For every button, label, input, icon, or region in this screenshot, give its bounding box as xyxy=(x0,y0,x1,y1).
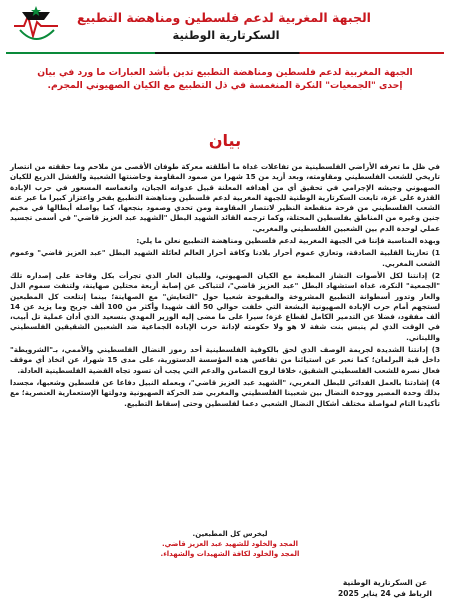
paragraph-point-3: 3) إدانتنا الشديدة لجريمة الوصف الذي لحق بالكوفية الفلسطينية أحد رموز النضال الفلسطيني والأممي، بـ"الشرويطة" داخل قبة البرلمان؛ كما نعبر عن استيائنا من تقاعس هذه المؤسسة الدستورية، على مدى 15 شهرا، عن اتخاذ أي موقف فعال نصرة للشعب الفلسطيني الشقيق، خلافا لروح التضامن والدعم التي يجب أن تسود تجاه القضية الفلسطينية العادلة. xyxy=(10,345,440,375)
paragraph-intro: في ظل ما تعرفه الأراضي الفلسطينية من تفاعلات غداة ما أطلقته معركة طوفان الأقصى من ملاحم وما حققته من انتصار تاريخي للشعب الفلسطيني ومقاومته، وبعد أزيد من 15 شهرا من صمود المقاومة وحاضنتها الشعبية والفشل الذريع للكيان الصهيوني وجيشه الإجرامي في تحقيق أي من أهدافه المعلنة قبيل عدوانه الجبان، وانغماسه المسعور في حرب الإبادة القذرة على غزة، تابعت السكرتارية الوطنية للجبهة المغربية لدعم فلسطين ومناهضة التطبيع بفخر واعتزاز كبيرا ما عبر عنه الشعب الفلسطيني من فرحة منقطعة النظير لانتصار المقاومة ومن تحدي وصمود بنجعها، كما يواصله أبطالها في مخيم جنين وغيره من المناطق بفلسطين المحتلة، وكما ترجمه القائد الشهيد البطل "الشهيد عبد العزيز قاضي" في أسمى تجسيد عملي لوحدة الدم بين الشعبين الفلسطيني والمغربي. xyxy=(9,162,441,233)
header-divider xyxy=(6,52,444,54)
paragraph-announcement: وبهذه المناسبة فإننا في الجبهة المغربية لدعم فلسطين ومناهضة التطبيع نعلن ما يلي: xyxy=(136,236,440,246)
paragraph-point-1: 1) تعازينا القلبية الصادقة، وتعازي عموم أحرار بلادنا وكافة أحرار العالم لعائلة الشهيد البطل "عبد العزيز قاضي" وعموم الشعب المغربي. xyxy=(10,248,440,268)
paragraph-point-4: 4) إشادتنا بالعمل الفدائي للبطل المغربي، "الشهيد عبد العزيز قاضي"، وبعمله النبيل دفاعا عن فلسطين وشعبها، مجسدا بذلك وحدة المصير ووحدة النضال بين شعبينا الفلسطيني والمغربي ضد الحركة الصهيونية ودولتها الإستعمارية العنصرية؛ مع تأكيدنا التام لمواصلة مختلف أشكال النضال الشعبي دعما لفلسطين وحتى إسقاط التطبيع. xyxy=(10,377,440,408)
signature-date: الرباط في 24 يناير 2025 xyxy=(338,589,432,598)
slogan-line: المجد والخلود للشهيد عبد العزيز قاضي. xyxy=(161,540,299,548)
closing-slogans xyxy=(150,529,310,559)
organization-logo xyxy=(10,4,62,50)
signature-block xyxy=(330,577,440,599)
signature-issuer: عن السكرتارية الوطنية xyxy=(342,578,428,587)
headline-line: إحدى "الجمعيات" النكرة المنغمسة في ذل التطبيع مع الكيان الصهيوني المجرم. xyxy=(47,80,403,91)
statement-body xyxy=(10,162,440,411)
secretariat-label: السكرتارية الوطنية xyxy=(172,28,280,42)
headline xyxy=(12,66,438,92)
paragraph-point-2: 2) إدانتنا لكل الأصوات النشاز المطبعة مع الكيان الصهيوني، وللبيان العار الذي تجرأت بكل وقاحة على إصداره تلك "الجمعية" النكرة، غداة استشهاد البطل "عبد العزيز قاضي"، لتتباكى عن إصابة أربعة محتلين صهاينة، ولتنفث سموم الذل والعار وتدور أسطوانة التطبيع المشروخة والمقبوحة شعبيا حول "التعايش" مع الصهاينة؛ بينما إنتلعت كل المطبعين لستجهم أمام حرب الإبادة الصهيونية البشعة التي خلفت حوالي 50 ألف شهيدا وأكثر من 100 ألف جريح وما يزيد عن 14 ألف مفقود، فضلا عن التدمير الكامل لقطاع غزة؛ سيرا على ما مضى إليه الوزير المهدي بنسعيد الذي أدان عملية تل أبيب، في الوقت الذي لم ينبس بنت شفة لا هو ولا حكومته لإدانة حرب الإبادة الجماعية ضد الشعبين الشقيقين الفلسطيني واللبناني. xyxy=(10,270,441,342)
slogan-line: ليخرس كل المطبعين. xyxy=(192,530,268,538)
slogan-line: المجد والخلود لكافة الشهيدات والشهداء. xyxy=(160,550,300,558)
organization-name: الجبهة المغربية لدعم فلسطين ومناهضة التطبيع xyxy=(77,10,371,25)
document-title: بيان xyxy=(208,131,242,150)
headline-line: الجبهة المغربية لدعم فلسطين ومناهضة التطبيع تدين بأشد العبارات ما ورد في بيان xyxy=(37,67,413,78)
letterhead xyxy=(8,4,442,48)
